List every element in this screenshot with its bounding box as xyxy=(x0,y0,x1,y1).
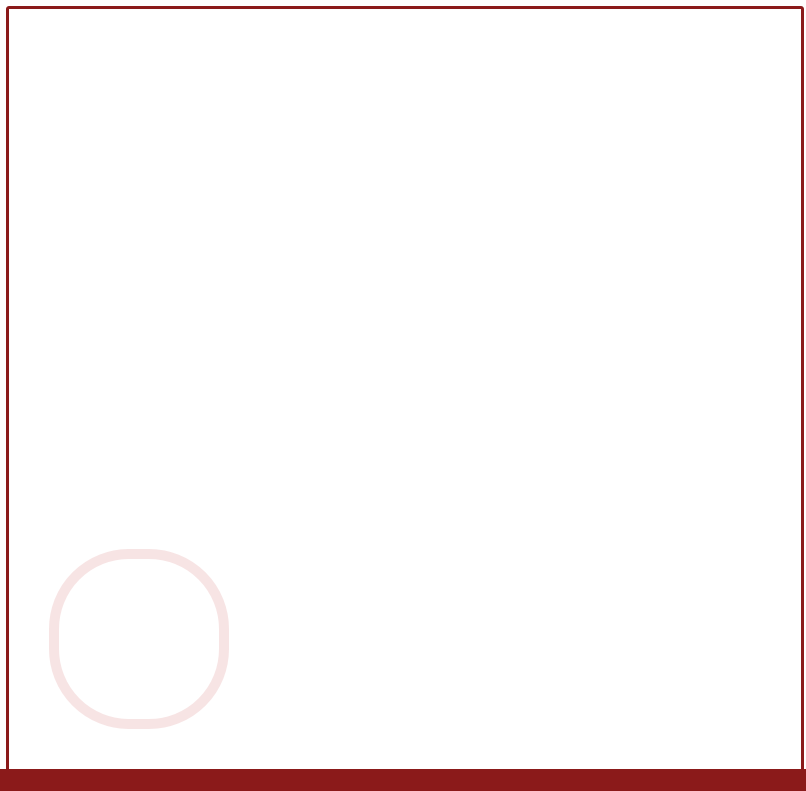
footer-bar xyxy=(0,769,806,791)
header-row-1 xyxy=(33,39,777,63)
body-title-row xyxy=(33,189,777,213)
header-row-2 xyxy=(33,81,777,129)
body-paragraph-2 xyxy=(29,385,777,675)
subject-row xyxy=(33,155,777,179)
body-paragraph-1 xyxy=(29,223,777,373)
ad-frame xyxy=(6,6,804,772)
signature xyxy=(33,685,777,709)
